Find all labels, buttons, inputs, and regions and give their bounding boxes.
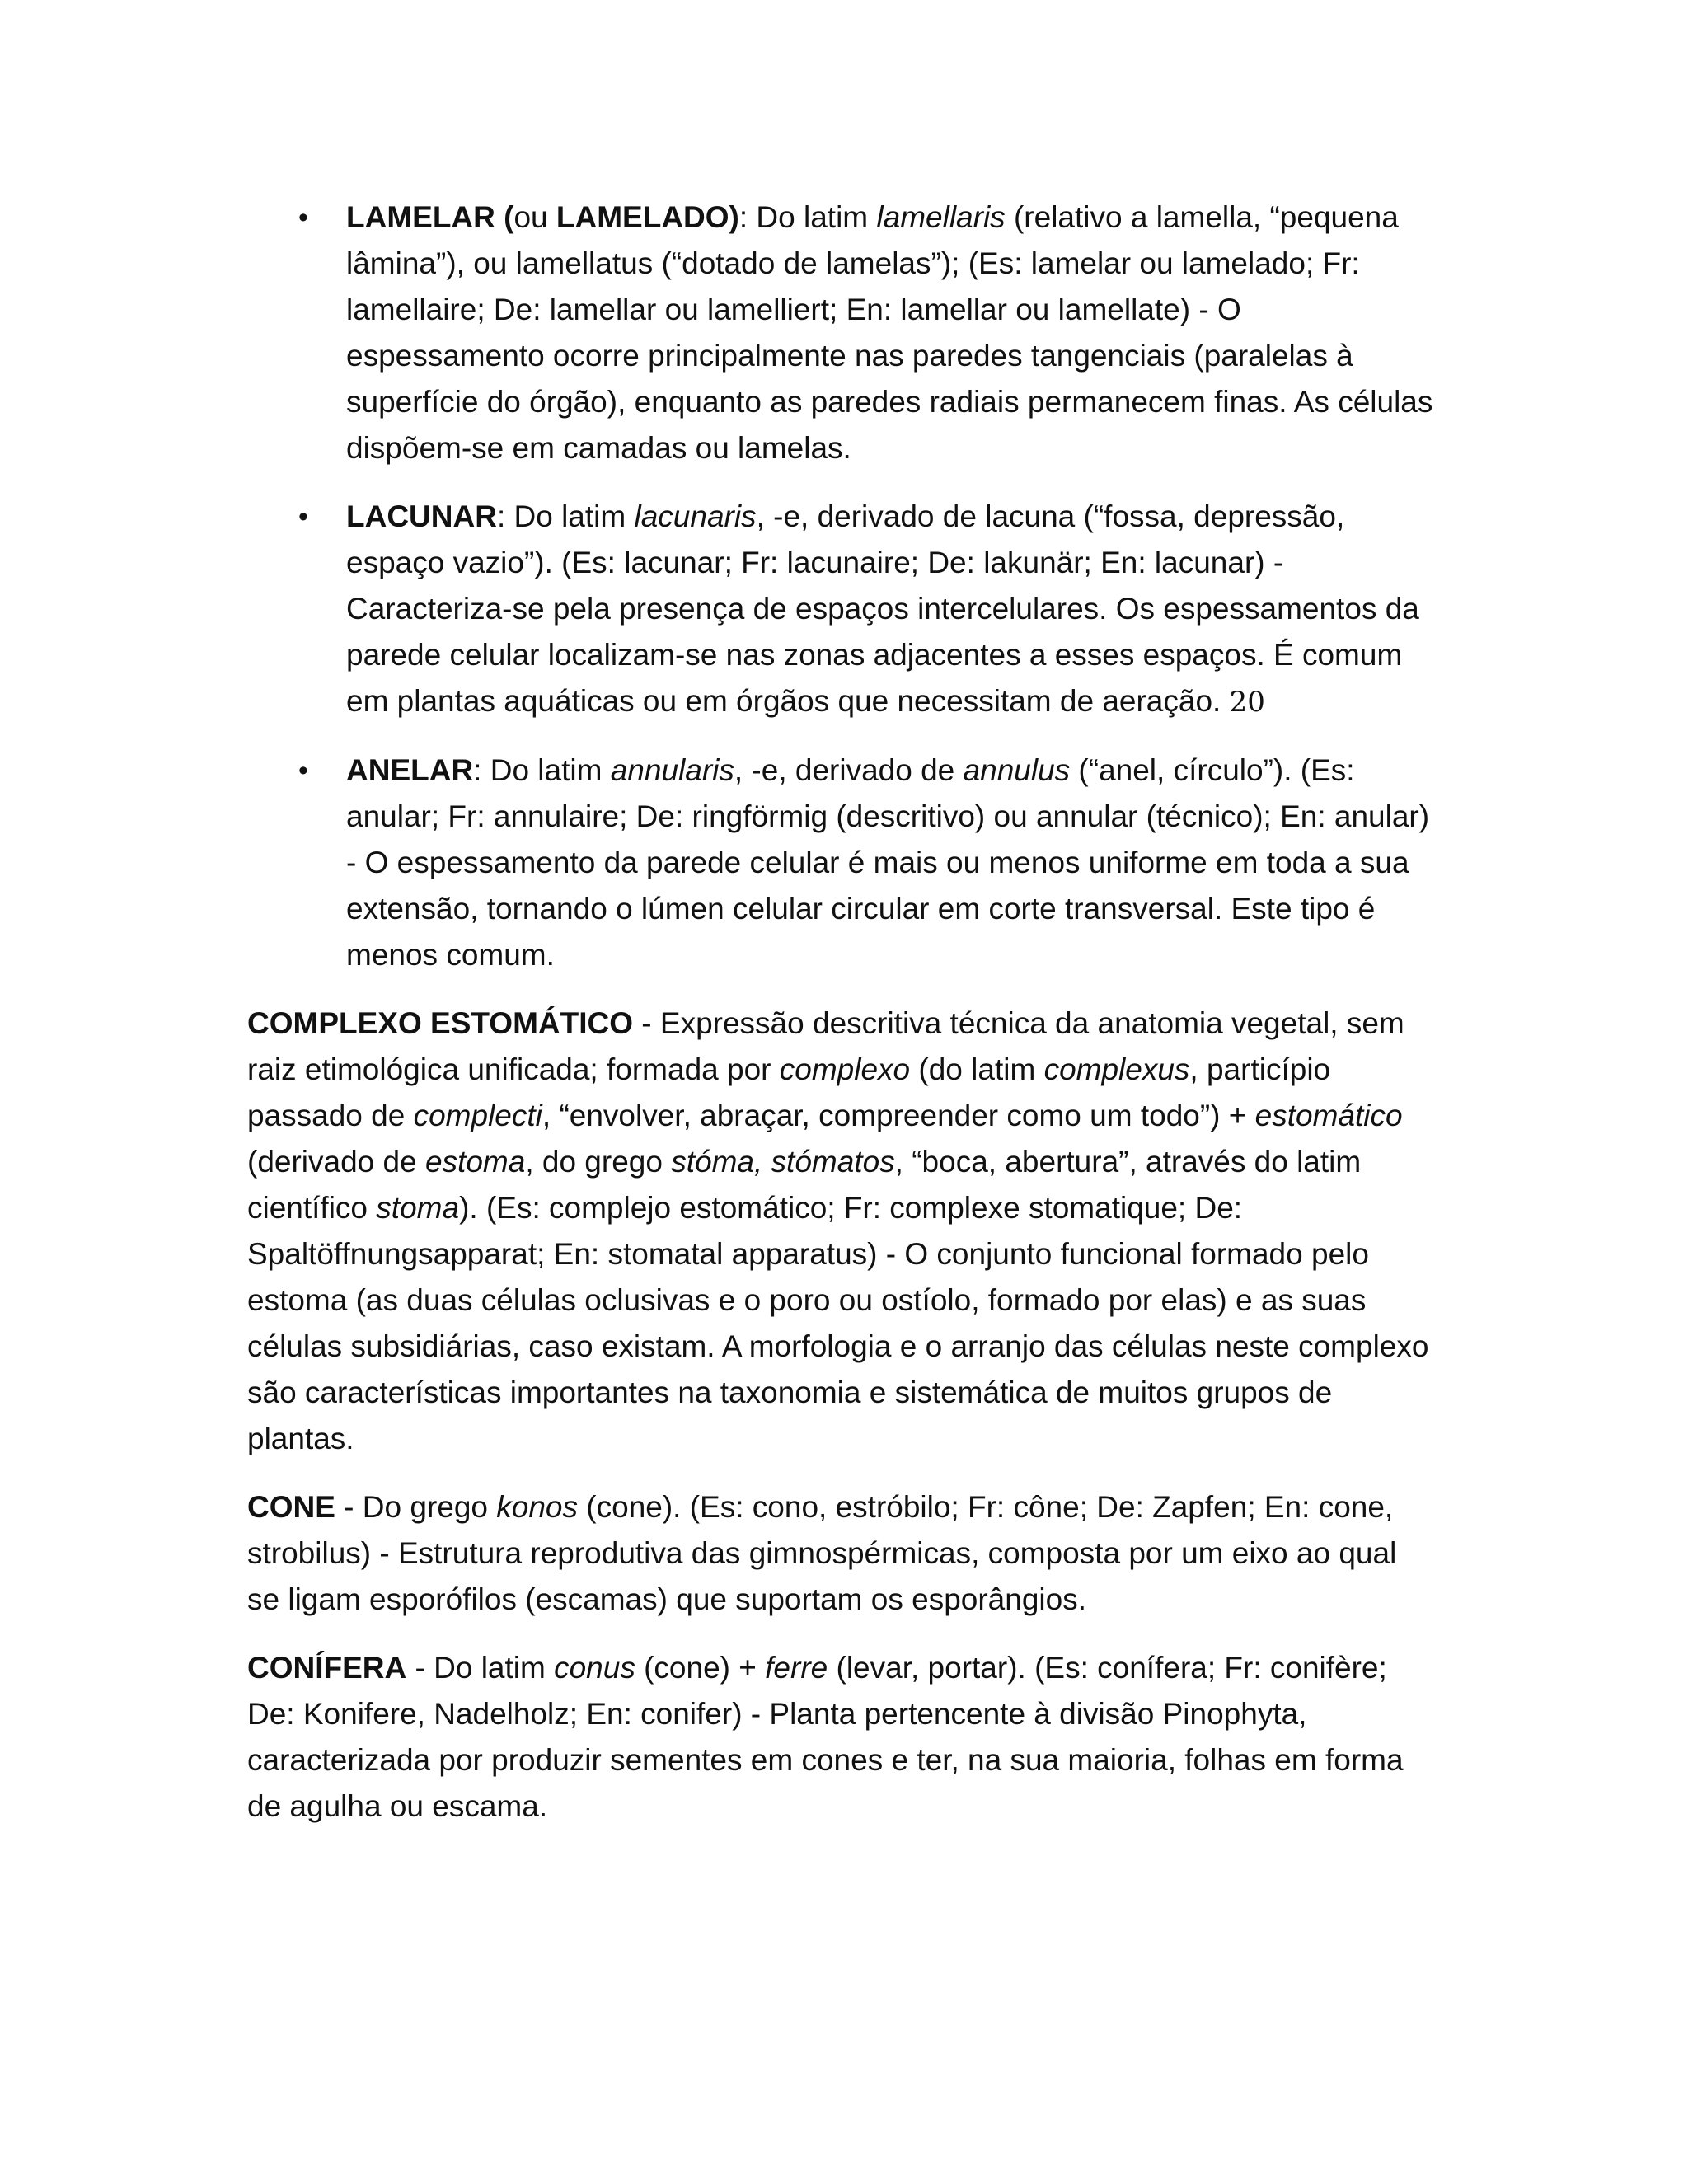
entry-text: (do latim xyxy=(910,1052,1044,1086)
entry-text: - Do grego xyxy=(335,1490,497,1524)
entry-italic: estomático xyxy=(1254,1099,1403,1132)
entry-text: - Expressão descritiva técnica da anatomia vegetal, sem raiz etimológica unificada; formada por xyxy=(247,1006,1404,1086)
entry-text: (“anel, círculo”). (Es: anular; Fr: annulaire; De: ringförmig (descritivo) ou annular (técnico); En: anular) - O espessamento da parede celular é mais ou menos uniforme em toda a sua extensão, tornando o lúmen celular circular em corte transversal. Este tipo é menos comum. xyxy=(346,753,1430,972)
entry-term: CONE xyxy=(247,1490,335,1524)
entry-text: : Do latim xyxy=(473,753,611,787)
entry-text: (cone) + xyxy=(635,1651,766,1685)
entry-text: ou xyxy=(513,200,556,234)
entry-text: : Do latim xyxy=(738,200,877,234)
entry-italic: konos xyxy=(496,1490,579,1524)
entry-text: , “boca, abertura”, através do latim científico xyxy=(247,1145,1362,1225)
entry-text: (derivado de xyxy=(247,1145,425,1179)
entry-term: LAMELAR ( xyxy=(346,200,514,234)
entry-complexo-estomatico xyxy=(247,1001,1434,1462)
bullet-icon: • xyxy=(298,755,308,786)
bullet-icon: • xyxy=(298,202,308,233)
entry-text: (cone). (Es: cono, estróbilo; Fr: cône; De: Zapfen; En: cone, strobilus) - Estrutura reprodutiva das gimnospérmicas, composta por um eixo ao qual se ligam esporófilos (escamas) que suportam os esporângios. xyxy=(247,1490,1397,1616)
thickening-types-list xyxy=(247,194,1434,978)
entry-italic: annulus xyxy=(963,753,1071,787)
entry-term: LACUNAR xyxy=(346,499,497,533)
entry-text: , “envolver, abraçar, compreender como um todo”) + xyxy=(542,1099,1255,1132)
entry-italic: complexo xyxy=(779,1052,911,1086)
entry-italic: annularis xyxy=(610,753,734,787)
entry-cone xyxy=(247,1484,1434,1623)
entry-term: ANELAR xyxy=(346,753,474,787)
entry-conifera xyxy=(247,1645,1434,1830)
list-item-anelar xyxy=(247,748,1434,978)
entry-italic: conus xyxy=(554,1651,635,1685)
document-body xyxy=(247,194,1434,1852)
entry-text: - Do latim xyxy=(406,1651,555,1685)
bullet-icon: • xyxy=(298,501,308,532)
entry-text: , do grego xyxy=(525,1145,672,1179)
entry-italic: estoma xyxy=(424,1145,526,1179)
list-item-lamelar xyxy=(247,194,1434,471)
entry-text: (levar, portar). (Es: conífera; Fr: conifère; De: Konifere, Nadelholz; En: conifer) - Planta pertencente à divisão Pinophyta, caracterizada por produzir sementes em cones e ter, na sua maioria, folhas em forma de agulha ou escama. xyxy=(247,1651,1404,1823)
entry-text: : Do latim xyxy=(496,499,635,533)
reference-number: 20 xyxy=(1229,686,1265,719)
entry-term: COMPLEXO ESTOMÁTICO xyxy=(247,1006,634,1040)
entry-italic: stoma xyxy=(376,1191,460,1225)
entry-italic: complecti xyxy=(413,1099,542,1132)
entry-italic: lamellaris xyxy=(876,200,1006,234)
entry-text: , particípio passado de xyxy=(247,1052,1331,1132)
entry-text: ). (Es: complejo estomático; Fr: complexe stomatique; De: Spaltöffnungsapparat; En: stomatal apparatus) - O conjunto funcional formado pelo estoma (as duas células oclusivas e o poro ou ostíolo, formado por elas) e as suas células subsidiárias, caso existam. A morfologia e o arranjo das células neste complexo são características importantes na taxonomia e sistemática de muitos grupos de plantas. xyxy=(247,1191,1429,1455)
entry-text: (relativo a lamella, “pequena lâmina”), ou lamellatus (“dotado de lamelas”); (Es: lamelar ou lamelado; Fr: lamellaire; De: lamellar ou lamelliert; En: lamellar ou lamellate) - O espessamento ocorre principalmente nas paredes tangenciais (paralelas à superfície do órgão), enquanto as paredes radiais permanecem finas. As células dispõem-se em camadas ou lamelas. xyxy=(346,200,1433,465)
list-item-lacunar xyxy=(247,494,1434,725)
entry-term-alt: LAMELADO) xyxy=(556,200,739,234)
entry-term: CONÍFERA xyxy=(247,1651,407,1685)
entry-italic: stóma, stómatos xyxy=(671,1145,895,1179)
entry-text: , -e, derivado de xyxy=(734,753,964,787)
entry-italic: complexus xyxy=(1043,1052,1190,1086)
entry-italic: ferre xyxy=(765,1651,828,1685)
entry-italic: lacunaris xyxy=(634,499,757,533)
entry-text: , -e, derivado de lacuna (“fossa, depressão, espaço vazio”). (Es: lacunar; Fr: lacunaire; De: lakunär; En: lacunar) - Caracteriza-se pela presença de espaços intercelulares. Os espessamentos da parede celular localizam-se nas zonas adjacentes a esses espaços. É comum em plantas aquáticas ou em órgãos que necessitam de aeração. xyxy=(346,499,1419,718)
